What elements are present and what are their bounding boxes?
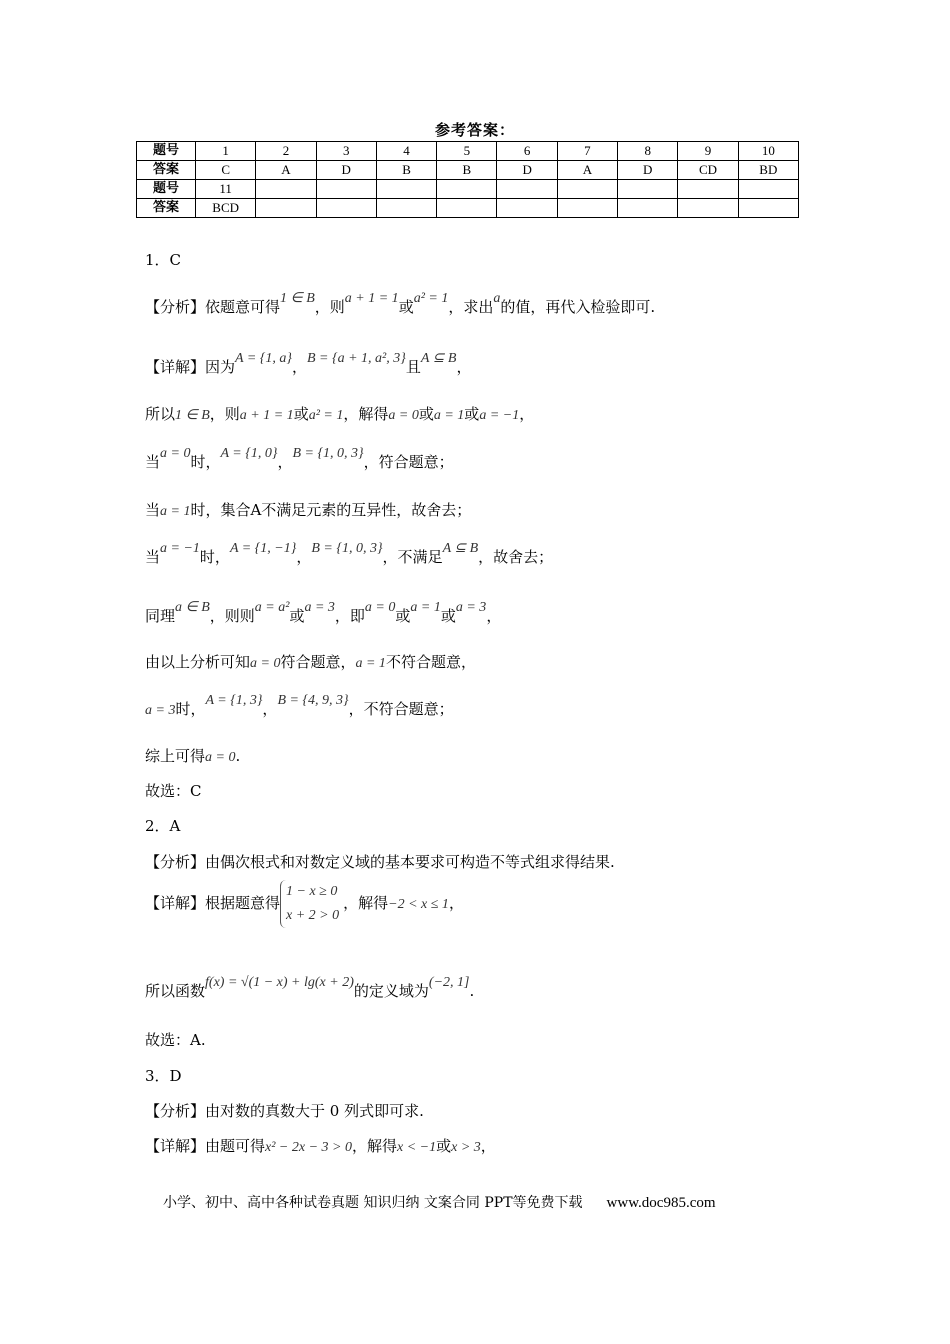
q1-detail [145, 351, 472, 377]
math: a = 3 [304, 600, 335, 615]
table-header-cell: 答案 [137, 161, 196, 180]
table-cell [256, 199, 316, 218]
math: a = −1 [479, 408, 520, 423]
math: a = 0 [160, 446, 191, 461]
table-cell [376, 199, 436, 218]
table-cell [256, 180, 316, 199]
q1-line9 [145, 693, 454, 719]
q1-line10 [145, 745, 240, 766]
math: a + 1 = 1 [344, 291, 399, 306]
math: a = a² [254, 600, 290, 615]
table-cell: BD [738, 161, 798, 180]
text: ， [277, 453, 293, 471]
math: B = {1, 0, 3} [311, 541, 383, 556]
math: 1 − x ≥ 0 [286, 884, 338, 899]
math: x² − 2x − 3 > 0 [265, 1140, 352, 1155]
table-header-cell: 题号 [137, 142, 196, 161]
text: . [469, 982, 475, 1000]
math: a = 0 [388, 408, 419, 423]
text: 当 [145, 501, 161, 519]
table-cell: A [557, 161, 617, 180]
text: ，则则 [209, 607, 255, 625]
text: ， [456, 358, 472, 376]
table-cell: 11 [196, 180, 256, 199]
table-cell [738, 180, 798, 199]
text: 的值，再代入检验即可. [500, 298, 656, 316]
math: B = {1, 0, 3} [292, 446, 364, 461]
math: x > 3 [451, 1140, 481, 1155]
q3-detail [145, 1135, 496, 1156]
math: a = 0 [250, 656, 281, 671]
table-cell: 10 [738, 142, 798, 161]
text: 【详解】根据题意得 [145, 894, 281, 912]
text: 当 [145, 453, 161, 471]
math: A ⊆ B [420, 351, 457, 366]
table-cell [376, 180, 436, 199]
equation-system [280, 880, 339, 928]
math: 1 ∈ B [175, 408, 210, 423]
math: a + 1 = 1 [239, 408, 294, 423]
table-cell [678, 199, 738, 218]
text: 或 [418, 405, 434, 423]
text: ，求出 [448, 298, 494, 316]
table-cell [316, 180, 376, 199]
q2-choose: 故选：A. [145, 1031, 206, 1049]
q1-line6 [145, 541, 554, 567]
text: 时，集合A不满足元素的互异性，故舍去； [190, 501, 472, 519]
text: 且 [405, 358, 421, 376]
text: 符合题意， [280, 653, 356, 671]
table-cell: C [196, 161, 256, 180]
text: ，符合题意； [363, 453, 454, 471]
text: 或 [464, 405, 480, 423]
q1-line7 [145, 600, 502, 626]
table-cell: 7 [557, 142, 617, 161]
table-cell [618, 180, 678, 199]
table-cell [497, 180, 557, 199]
math: a [493, 291, 501, 306]
page-title: 参考答案： [434, 121, 515, 139]
table-cell: D [497, 161, 557, 180]
text: 或 [440, 607, 456, 625]
table-cell: A [256, 161, 316, 180]
text: ， [486, 607, 502, 625]
math: A = {1, −1} [229, 541, 297, 556]
text: ， [448, 894, 464, 912]
table-cell [738, 199, 798, 218]
text: ， [296, 548, 312, 566]
math: A ⊆ B [442, 541, 479, 556]
q3-analysis: 【分析】由对数的真数大于 0 列式即可求. [145, 1102, 424, 1120]
table-cell: 2 [256, 142, 316, 161]
q2-heading: 2．A [145, 817, 181, 835]
page-footer [163, 1192, 716, 1212]
text: 时， [175, 700, 206, 718]
math: a = 1 [160, 504, 191, 519]
text: ， [291, 358, 307, 376]
text: ，故舍去； [478, 548, 554, 566]
table-cell [678, 180, 738, 199]
q1-line3 [145, 403, 534, 424]
table-row [137, 180, 799, 199]
math: a² = 1 [413, 291, 449, 306]
table-cell [557, 180, 617, 199]
table-cell: D [316, 161, 376, 180]
table-cell [618, 199, 678, 218]
table-cell: B [376, 161, 436, 180]
q2-detail [145, 880, 464, 928]
footer-text: 小学、初中、高中各种试卷真题 知识归纳 文案合同 PPT等免费下载 [163, 1195, 583, 1211]
text: 或 [398, 298, 414, 316]
text: 同理 [145, 607, 176, 625]
text: ，不符合题意； [348, 700, 454, 718]
table-cell: B [437, 161, 497, 180]
math: B = {a + 1, a², 3} [306, 351, 406, 366]
text: 所以 [145, 405, 176, 423]
text: 或 [293, 405, 309, 423]
text: ， [519, 405, 535, 423]
text: ， [480, 1137, 496, 1155]
q2-line3 [145, 975, 475, 1001]
q2-analysis: 【分析】由偶次根式和对数定义域的基本要求可构造不等式组求得结果. [145, 853, 615, 871]
text: 或 [436, 1137, 452, 1155]
text: 当 [145, 548, 161, 566]
text: ，则 [314, 298, 345, 316]
text: 综上可得 [145, 747, 206, 765]
table-row [137, 161, 799, 180]
table-cell: 1 [196, 142, 256, 161]
text: . [235, 747, 241, 765]
math: A = {1, 3} [205, 693, 263, 708]
text: 由以上分析可知 [145, 653, 251, 671]
table-cell: 5 [437, 142, 497, 161]
text: 或 [289, 607, 305, 625]
text: 时， [190, 453, 221, 471]
text: 【详解】因为 [145, 358, 236, 376]
text: 或 [395, 607, 411, 625]
table-cell [557, 199, 617, 218]
q1-line4 [145, 446, 454, 472]
footer-url[interactable]: www.doc985.com [606, 1195, 716, 1211]
q3-heading: 3．D [145, 1067, 182, 1085]
math: a = −1 [160, 541, 200, 556]
text: 所以函数 [145, 982, 206, 1000]
table-cell: BCD [196, 199, 256, 218]
math: a² = 1 [308, 408, 344, 423]
text: ，则 [209, 405, 240, 423]
text: 不符合题意， [385, 653, 476, 671]
math: a = 3 [455, 600, 487, 615]
math: f(x) = √(1 − x) + lg(x + 2) [205, 975, 354, 990]
q1-choose: 故选：C [145, 782, 202, 800]
table-cell: 8 [618, 142, 678, 161]
math: (−2, 1] [428, 975, 470, 990]
table-cell: 9 [678, 142, 738, 161]
math: A = {1, a} [235, 351, 292, 366]
math: B = {4, 9, 3} [277, 693, 349, 708]
text: ，解得 [351, 1137, 397, 1155]
math: a = 3 [145, 703, 176, 718]
math: A = {1, 0} [220, 446, 278, 461]
q1-line8 [145, 651, 476, 672]
text: ，不满足 [382, 548, 443, 566]
table-cell: 6 [497, 142, 557, 161]
math: a = 1 [355, 656, 386, 671]
q1-line5 [145, 499, 471, 520]
math: a = 0 [364, 600, 396, 615]
table-cell: 4 [376, 142, 436, 161]
text: ， [262, 700, 278, 718]
math: a = 0 [205, 750, 236, 765]
table-cell: CD [678, 161, 738, 180]
answer-table [136, 141, 799, 218]
text: 【详解】由题可得 [145, 1137, 266, 1155]
math: −2 < x ≤ 1 [388, 897, 449, 912]
math: x < −1 [397, 1140, 437, 1155]
table-header-cell: 题号 [137, 180, 196, 199]
text: ，解得 [343, 405, 389, 423]
text: ，解得 [343, 894, 389, 912]
q1-heading: 1．C [145, 251, 182, 269]
math: 1 ∈ B [280, 291, 315, 306]
math: a ∈ B [175, 600, 210, 615]
q1-analysis [145, 291, 656, 317]
text: ，即 [334, 607, 365, 625]
table-header-cell: 答案 [137, 199, 196, 218]
text: 【分析】依题意可得 [145, 298, 281, 316]
math: x + 2 > 0 [286, 908, 340, 923]
table-cell: 3 [316, 142, 376, 161]
text: 时， [199, 548, 230, 566]
table-cell [437, 199, 497, 218]
table-row [137, 199, 799, 218]
math: a = 1 [410, 600, 441, 615]
table-cell [497, 199, 557, 218]
table-row [137, 142, 799, 161]
table-cell [316, 199, 376, 218]
table-cell: D [618, 161, 678, 180]
text: 的定义域为 [353, 982, 429, 1000]
table-cell [437, 180, 497, 199]
math: a = 1 [433, 408, 465, 423]
